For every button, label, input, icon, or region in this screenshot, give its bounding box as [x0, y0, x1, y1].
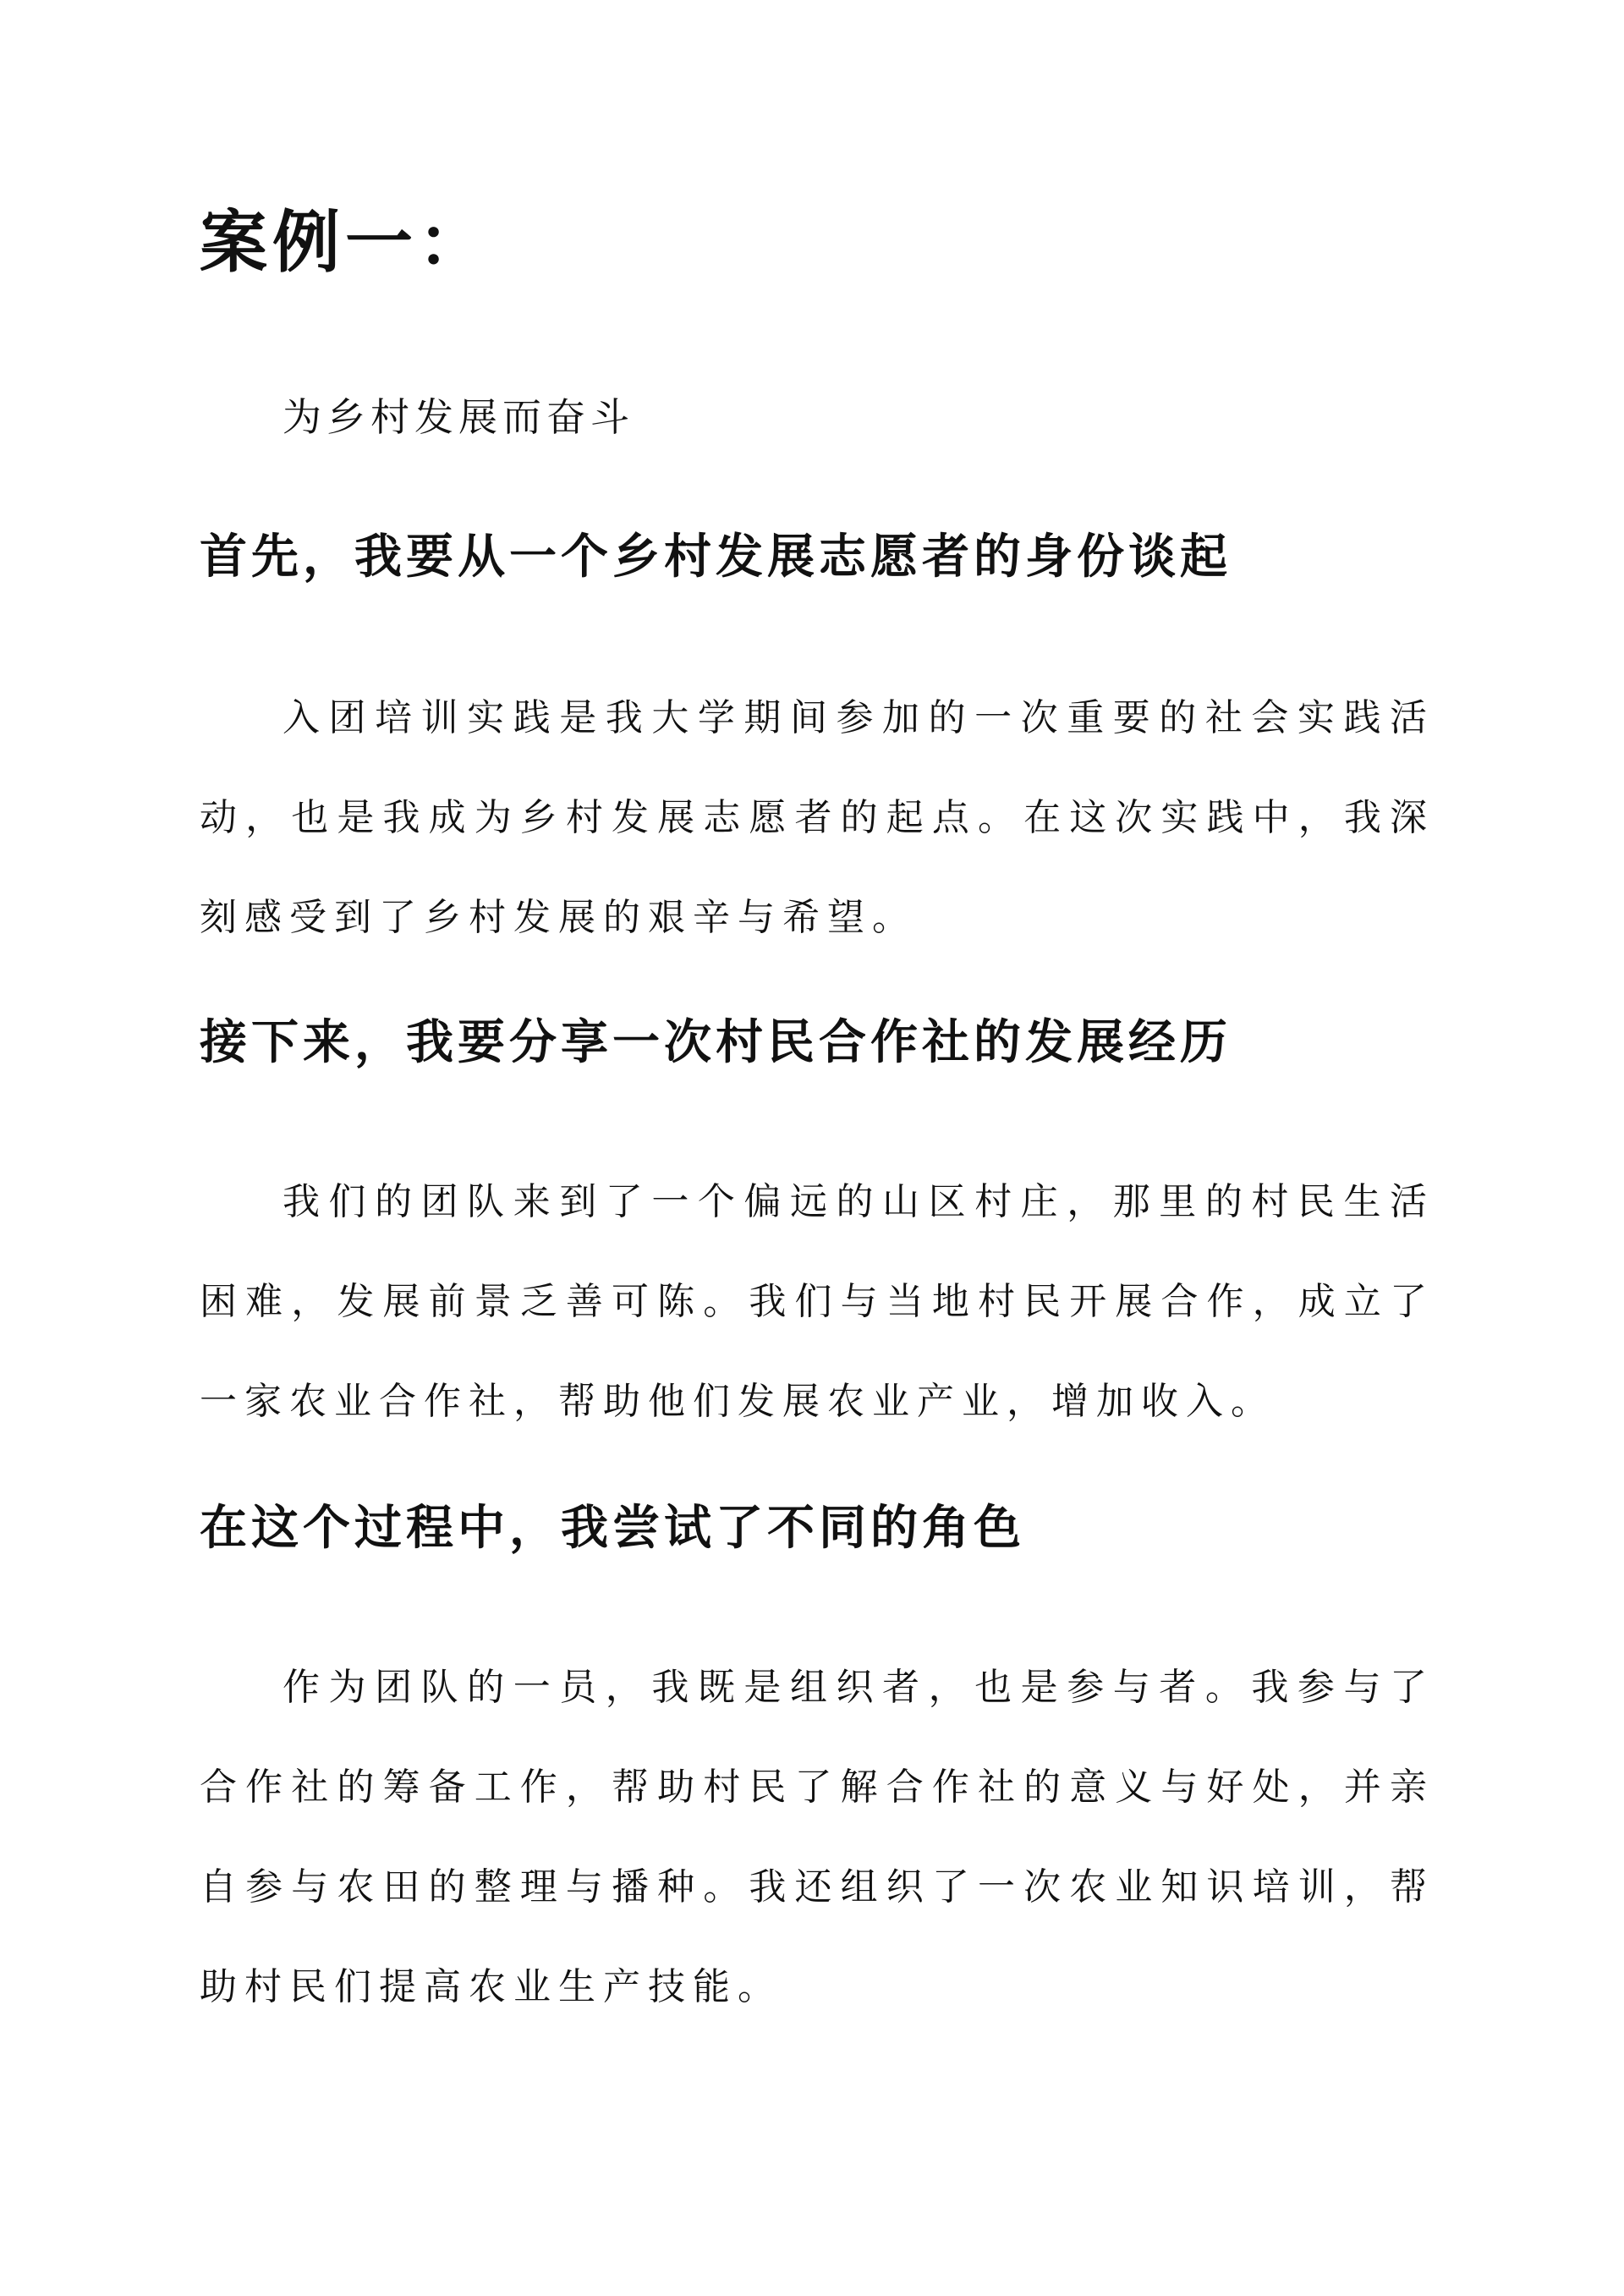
- document-subtitle: 为乡村发展而奋斗: [283, 394, 634, 440]
- case-title: 案例一：: [200, 203, 491, 282]
- section-paragraph-2: 我们的团队来到了一个偏远的山区村庄，那里的村民生活困难，发展前景乏善可陈。我们与当地村民开展合作，成立了一家农业合作社，帮助他们发展农业产业，增加收入。: [200, 1180, 1435, 1423]
- section-heading-3: 在这个过程中，我尝试了不同的角色: [200, 1500, 1025, 1556]
- section-heading-2: 接下来，我要分享一次村民合作社的发展经历: [200, 1014, 1232, 1070]
- section-heading-1: 首先，我要从一个乡村发展志愿者的身份谈起: [200, 529, 1232, 585]
- section-paragraph-1: 入团培训实践是我大学期间参加的一次重要的社会实践活动，也是我成为乡村发展志愿者的起点。在这次实践中，我深刻感受到了乡村发展的艰辛与希望。: [200, 696, 1435, 939]
- section-paragraph-3: 作为团队的一员，我既是组织者，也是参与者。我参与了合作社的筹备工作，帮助村民了解合作社的意义与好处，并亲自参与农田的整理与播种。我还组织了一次农业知识培训，帮助村民们提高农业生产技能。: [200, 1666, 1435, 2008]
